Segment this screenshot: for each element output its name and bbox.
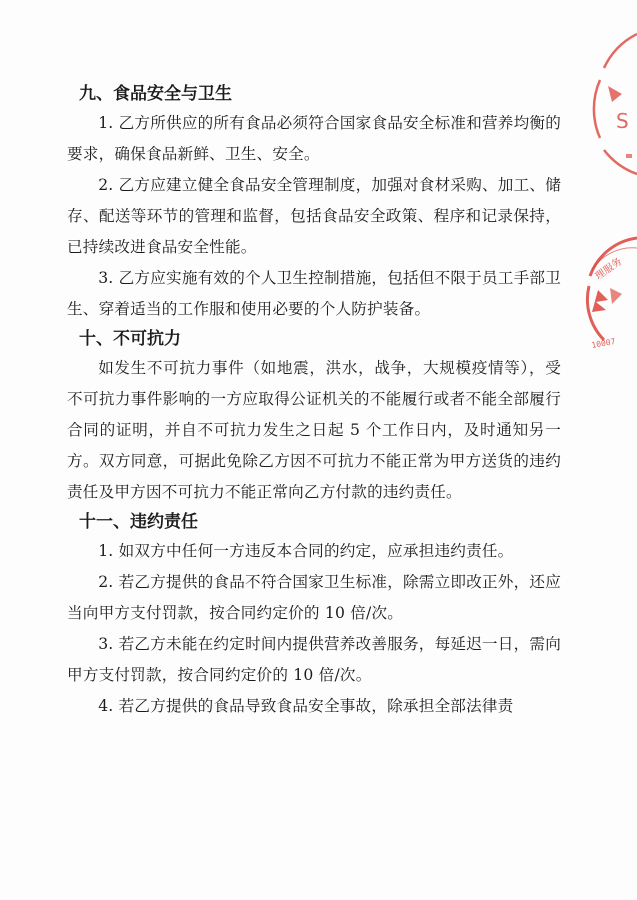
section-heading-force-majeure: 十、不可抗力	[79, 329, 181, 349]
seal-fragment-text: S	[616, 109, 629, 133]
section-heading-liability: 十一、违约责任	[79, 512, 198, 532]
svg-text:10007: 10007	[590, 336, 617, 350]
paragraph: 2. 乙方应建立健全食品安全管理制度，加强对食材采购、加工、储存、配送等环节的管理和监督，包括食品安全政策、程序和记录保持，已持续改进食品安全性能。	[67, 176, 561, 256]
paragraph: 2. 若乙方提供的食品不符合国家卫生标准，除需立即改正外，还应当向甲方支付罚款，按合同约定价的 10 倍/次。	[67, 573, 561, 622]
paragraph: 如发生不可抗力事件（如地震，洪水，战争，大规模疫情等），受不可抗力事件影响的一方应取得公证机关的不能履行或者不能全部履行合同的证明，并自不可抗力发生之日起 5 个工作日内，及时通知另一方。双方同意，可据此免除乙方因不可抗力不能正常为甲方送货的违约责任及甲方因不可抗力不能正常向乙方付款的违约责任。	[67, 359, 561, 501]
paragraph: 3. 若乙方未能在约定时间内提供营养改善服务，每延迟一日，需向甲方支付罚款，按合同约定价的 10 倍/次。	[67, 635, 561, 684]
svg-text:理服务: 理服务	[593, 256, 625, 283]
paragraph: 1. 乙方所供应的所有食品必须符合国家食品安全标准和营养均衡的要求，确保食品新鲜、卫生、安全。	[67, 114, 561, 163]
document-body	[67, 80, 561, 722]
section-heading-food-safety: 九、食品安全与卫生	[79, 84, 232, 104]
company-seal-middle	[584, 236, 637, 356]
company-seal-top	[586, 28, 637, 178]
paragraph: 1. 如双方中任何一方违反本合同的约定，应承担违约责任。	[98, 542, 514, 560]
paragraph: 4. 若乙方提供的食品导致食品安全事故，除承担全部法律责	[98, 697, 514, 715]
paragraph: 3. 乙方应实施有效的个人卫生控制措施，包括但不限于员工手部卫生、穿着适当的工作服和使用必要的个人防护装备。	[67, 269, 561, 318]
